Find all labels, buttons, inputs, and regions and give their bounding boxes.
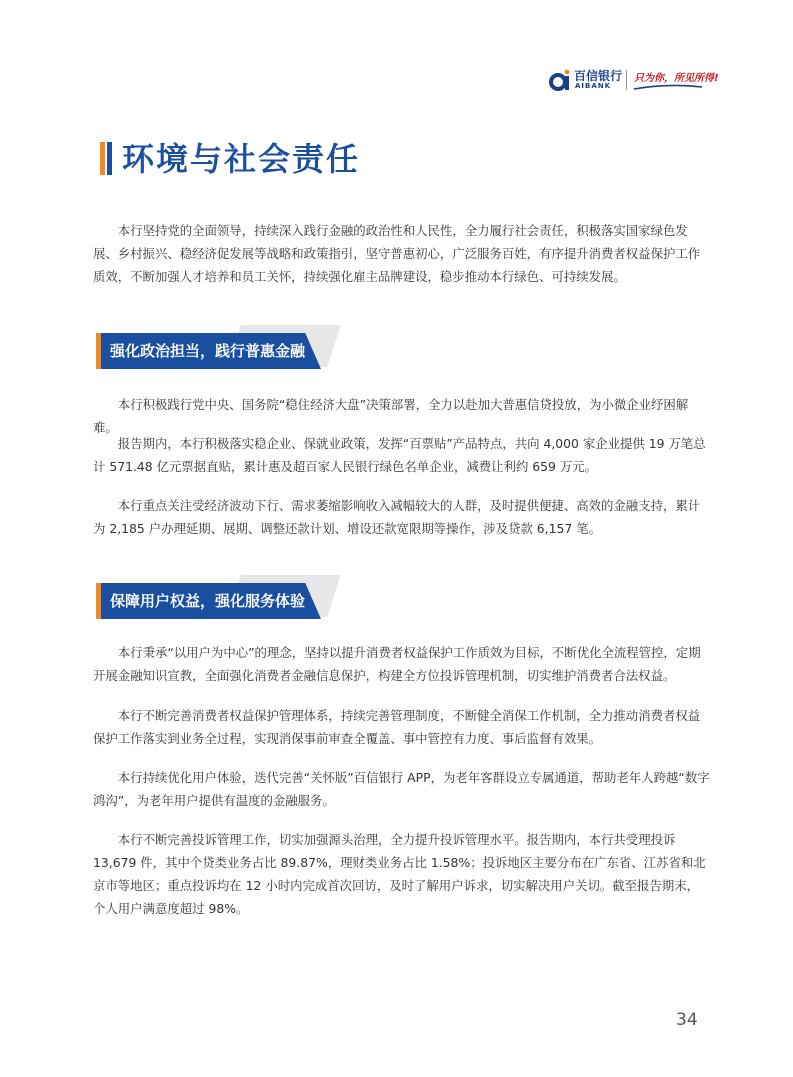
bank-logo [548,66,719,94]
intro-paragraph: 本行坚持党的全面领导，持续深入践行金融的政治性和人民性，全力履行社会责任，积极落实国家绿色发展、乡村振兴、稳经济促发展等战略和政策指引，坚守普惠初心，广泛服务百姓，有序提升消费者权益保护工作质效，不断加强人才培养和员工关怀，持续强化雇主品牌建设，稳步推动本行绿色、可持续发展。 [93,223,701,284]
section-heading-accent [96,333,101,369]
aibank-logo-icon [548,68,572,92]
section-heading-1 [96,333,341,369]
section-2-paragraph-4: 本行不断完善投诉管理工作，切实加强源头治理，全力提升投诉管理水平。报告期内，本行共受理投诉 13,679 件，其中个贷类业务占比 89.87%，理财类业务占比 1.58%；投诉地区主要分布在广东省、江苏省和北京市等地区；重点投诉均在 12 小时内完成首次回访，及时了解用户诉求，切实解决用户关切。截至报告期末，个人用户满意度超过 98%。 [93,832,706,916]
section-heading-2 [96,583,341,619]
page-number: 34 [676,1010,698,1030]
section-2-paragraph-3: 本行持续优化用户体验，迭代完善“关怀版”百信银行 APP，为老年客群设立专属通道，帮助老年人跨越“数字鸿沟”，为老年用户提供有温度的金融服务。 [93,770,710,808]
title-accent-orange [100,142,105,175]
title-accent-blue [107,142,112,175]
bank-name: 百信银行 [574,69,623,83]
page-title: 环境与社会责任 [122,140,361,178]
bank-name-en: AIBANK [575,82,612,90]
slogan-swoosh-icon [632,82,704,92]
section-heading-accent [96,583,101,619]
section-heading-text: 保障用户权益，强化服务体验 [110,592,306,610]
section-heading-text: 强化政治担当，践行普惠金融 [110,342,306,360]
section-2-paragraph-1: 本行秉承“以用户为中心”的理念，坚持以提升消费者权益保护工作质效为目标，不断优化全流程管控，定期开展金融知识宣教，全面强化消费者金融信息保护，构建全方位投诉管理机制，切实维护消费者合法权益。 [93,645,701,683]
bank-slogan: 只为你，所见所得! [634,73,719,84]
logo-divider [626,70,627,90]
section-1-paragraph-3: 本行重点关注受经济波动下行、需求萎缩影响收入减幅较大的人群，及时提供便捷、高效的金融支持，累计为 2,185 户办理延期、展期、调整还款计划、增设还款宽限期等操作，涉及贷款 6,157 笔。 [93,498,701,536]
section-2-paragraph-2: 本行不断完善消费者权益保护管理体系，持续完善管理制度，不断健全消保工作机制，全力推动消费者权益保护工作落实到业务全过程，实现消保事前审查全覆盖、事中管控有力度、事后监督有效果。 [93,708,701,746]
section-1-paragraph-1: 本行积极践行党中央、国务院“稳住经济大盘”决策部署，全力以赴加大普惠信贷投放，为小微企业纾困解难。 [93,397,689,435]
section-1-paragraph-2: 报告期内，本行积极落实稳企业、保就业政策，发挥“百票贴”产品特点，共向 4,000 家企业提供 19 万笔总计 571.48 亿元票据直贴，累计惠及超百家人民银行绿色名单企业，减费让利约 659 万元。 [93,436,706,474]
